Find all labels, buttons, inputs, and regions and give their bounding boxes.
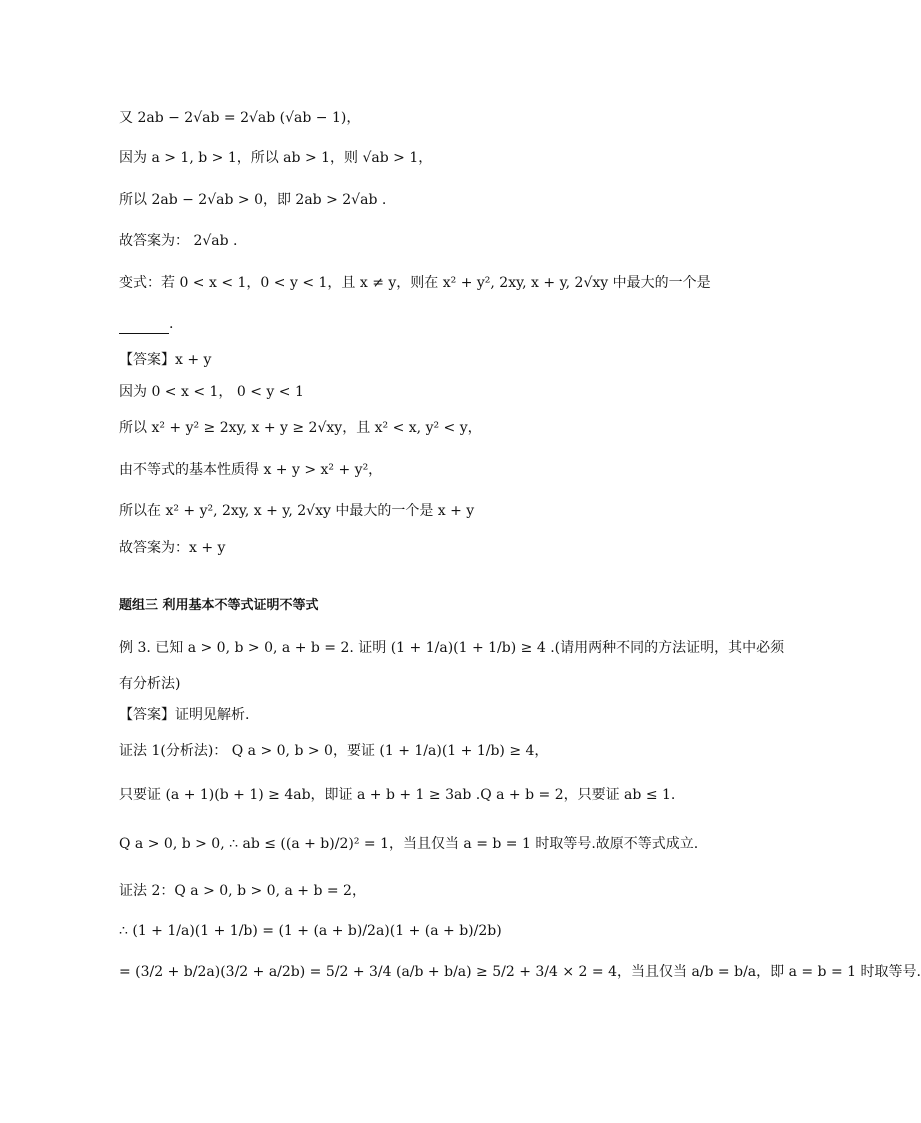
text-line-10: 由不等式的基本性质得 x + y > x² + y²， — [119, 462, 383, 478]
text-line-19: 证法 2：Q a > 0, b > 0, a + b = 2， — [119, 883, 366, 899]
text-line-11: 所以在 x² + y², 2xy, x + y, 2√xy 中最大的一个是 x + y — [119, 503, 475, 519]
text-line-17: 只要证 (a + 1)(b + 1) ≥ 4ab，即证 a + b + 1 ≥ 3ab .Q a + b = 2，只要证 ab ≤ 1. — [119, 787, 676, 803]
text-line-2: 因为 a > 1, b > 1，所以 ab > 1，则 √ab > 1， — [119, 150, 433, 166]
text-line-21: = (3/2 + b/2a)(3/2 + a/2b) = 5/2 + 3/4 (a/b + b/a) ≥ 5/2 + 3/4 × 2 = 4，当且仅当 a/b = b/a，即 a = b = 1 时取等号. — [119, 964, 921, 980]
blank-period: . — [169, 316, 174, 332]
text-line-3: 所以 2ab − 2√ab > 0，即 2ab > 2√ab . — [119, 192, 387, 208]
text-line-8: 因为 0 < x < 1， 0 < y < 1 — [119, 384, 304, 400]
text-line-1: 又 2ab − 2√ab = 2√ab (√ab − 1)， — [119, 110, 361, 126]
text-line-5: 变式：若 0 < x < 1，0 < y < 1，且 x ≠ y，则在 x² + y², 2xy, x + y, 2√xy 中最大的一个是 — [119, 275, 711, 291]
text-line-16: 证法 1(分析法)： Q a > 0, b > 0，要证 (1 + 1/a)(1 + 1/b) ≥ 4， — [119, 743, 549, 759]
text-line-7: 【答案】x + y — [119, 352, 212, 368]
text-line-12: 故答案为：x + y — [119, 540, 226, 556]
answer-blank — [119, 319, 169, 334]
section-heading: 题组三 利用基本不等式证明不等式 — [119, 598, 319, 613]
text-line-4: 故答案为： 2√ab . — [119, 233, 238, 249]
text-line-9: 所以 x² + y² ≥ 2xy, x + y ≥ 2√xy，且 x² < x, y² < y， — [119, 420, 482, 436]
blank-line — [119, 314, 173, 334]
text-line-20: ∴ (1 + 1/a)(1 + 1/b) = (1 + (a + b)/2a)(1 + (a + b)/2b) — [119, 923, 502, 939]
text-line-14: 有分析法) — [119, 676, 181, 692]
text-line-18: Q a > 0, b > 0, ∴ ab ≤ ((a + b)/2)² = 1，当且仅当 a = b = 1 时取等号.故原不等式成立. — [119, 836, 699, 852]
text-line-15: 【答案】证明见解析. — [119, 707, 250, 723]
text-line-13: 例 3. 已知 a > 0, b > 0, a + b = 2. 证明 (1 + 1/a)(1 + 1/b) ≥ 4 .(请用两种不同的方法证明，其中必须 — [119, 640, 785, 656]
